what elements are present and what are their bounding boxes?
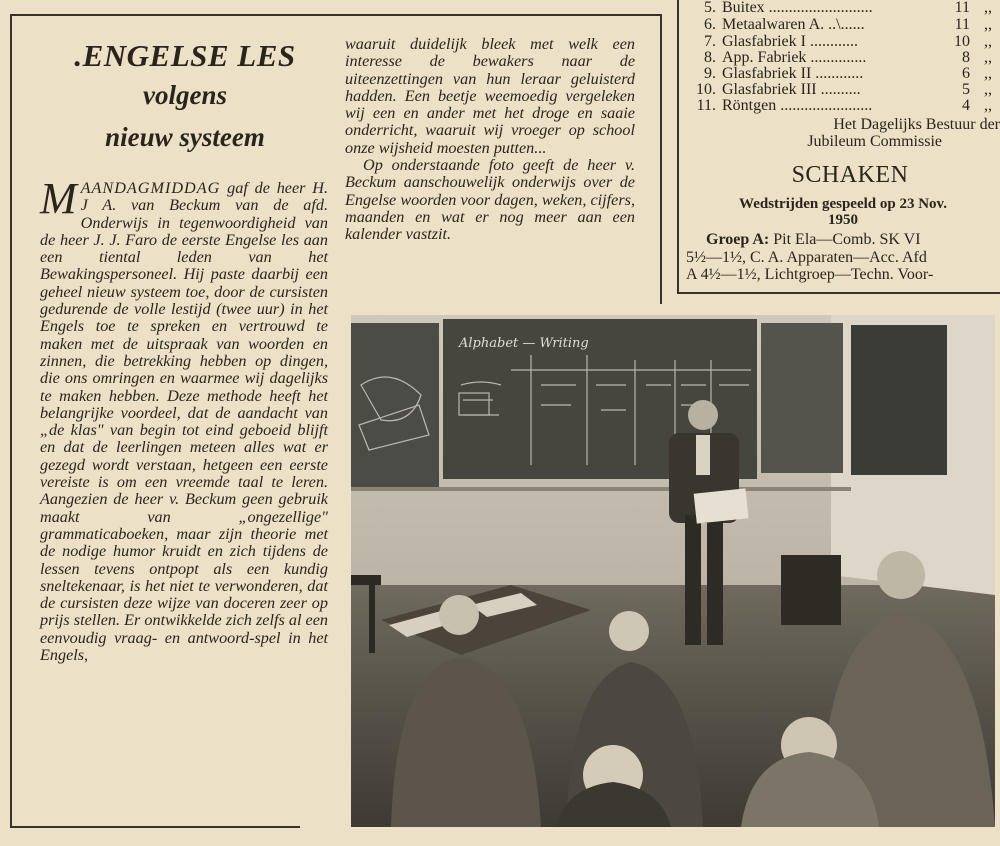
signature-line-2: Jubileum Commissie	[807, 133, 942, 150]
middle-paragraph-2: Op onderstaande foto geeft de heer v. Beckum aanschouwelijk onderwijs over de Engelse woorden voor dagen, weken, cijfers, maanden en wat er nog meer aan een kalender vastzit.	[345, 156, 635, 244]
drop-cap: M	[40, 174, 77, 223]
mid-frame-rule	[660, 14, 662, 304]
article-body-left	[40, 174, 328, 665]
title-line-2: volgens	[143, 80, 227, 110]
title-line-1: .ENGELSE LES	[74, 38, 296, 73]
middle-paragraph-1: waaruit duidelijk bleek met welk een interesse de bewakers naar de uiteenzettingen van hun leraar geluisterd hadden. Een beetje weemoedig vergeleken wij een en ander met het droge en saaie onderricht, waaruit wij vroeger op school onze wijsheid moesten putten...	[345, 35, 635, 157]
classroom-photo	[351, 315, 995, 827]
blackboard-right	[761, 323, 843, 473]
classroom-photo-svg	[351, 315, 995, 827]
left-frame-rule	[10, 14, 12, 826]
title-line-3: nieuw systeem	[105, 122, 265, 152]
bottom-left-rule	[10, 826, 300, 828]
schaken-line-1: Pit Ela—Comb. SK VI	[769, 231, 921, 248]
result-row: 7. Glasfabriek I ............ 10 ,,	[704, 33, 992, 50]
lead-word: AANDAGMIDDAG	[80, 179, 221, 197]
article-body-middle	[345, 36, 635, 244]
blackboard-far	[851, 325, 947, 475]
result-row: 9. Glasfabriek II ............ 6 ,,	[704, 65, 992, 82]
chair	[351, 575, 381, 585]
group-label: Groep A:	[706, 231, 770, 248]
article-title	[40, 38, 330, 158]
signature-line-1: Het Dagelijks Bestuur der	[833, 116, 1000, 133]
blackboard-heading: Alphabet — Writing	[459, 336, 589, 351]
schaken-line-2: 5½—1½, C. A. Apparaten—Acc. Afd	[686, 248, 927, 266]
result-row: 11. Röntgen ....................... 4 ,,	[696, 97, 992, 114]
schaken-body	[686, 231, 1000, 284]
chalk-tray	[351, 487, 851, 491]
top-frame-rule	[10, 14, 660, 16]
cabinet	[781, 555, 841, 625]
result-row: 8. App. Fabriek .............. 8 ,,	[704, 49, 992, 66]
schaken-subheading	[686, 196, 1000, 228]
result-row: 6. Metaalwaren A. ..\...... 11 ,,	[704, 16, 992, 33]
right-column-rule	[677, 0, 679, 293]
result-row: 5. Buitex .......................... 11 ,,	[704, 0, 992, 16]
schaken-line-3: A 4½—1½, Lichtgroep—Techn. Voor-	[686, 266, 934, 283]
schaken-subheading-text: Wedstrijden gespeeld op 23 Nov.	[739, 196, 947, 212]
blackboard-left	[351, 323, 439, 488]
schaken-year: 1950	[828, 212, 858, 228]
result-row: 10. Glasfabriek III .......... 5 ,,	[696, 81, 992, 98]
left-paragraph: gaf de heer H. J A. van Beckum van de afd. Onderwijs in tegenwoordigheid van de heer J. J. Faro de eerste Engelse les aan een tiental leden van het Bewakingspersoneel. Hij paste daarbij een geheel nieuw systeem toe, door de cursisten gedurende de volle lestijd (twee uur) in het Engels toe te spreken en vertrouwd te maken met de uitspraak van woorden en zinnen, die betrekking hebben op dingen, die ons omringen en waarmee wij dagelijks te maken hebben. Deze methode heeft het belangrijke voordeel, dat de aandacht van „de klas" van begin tot eind geboeid blijft en dat de leerlingen meteen alles wat er gezegd wordt verstaan, hetgeen een eerste vereiste is om een vreemde taal te leren. Aangezien de heer v. Beckum geen gebruik maakt van „ongezellige" grammaticaboeken, maar zijn theorie met de nodige humor kruidt en zich tijdens de lessen tevens ontpopt als een kundig sneltekenaar, is het niet te verwonderen, dat de cursisten deze wijze van doceren zeer op prijs stellen. Er ontwikkelde zich zelfs al een eenvoudig vraag- en antwoord-spel in het Engels,	[40, 179, 328, 665]
schaken-heading: SCHAKEN	[791, 162, 909, 188]
right-bottom-rule	[677, 292, 1000, 294]
signature	[690, 116, 1000, 150]
